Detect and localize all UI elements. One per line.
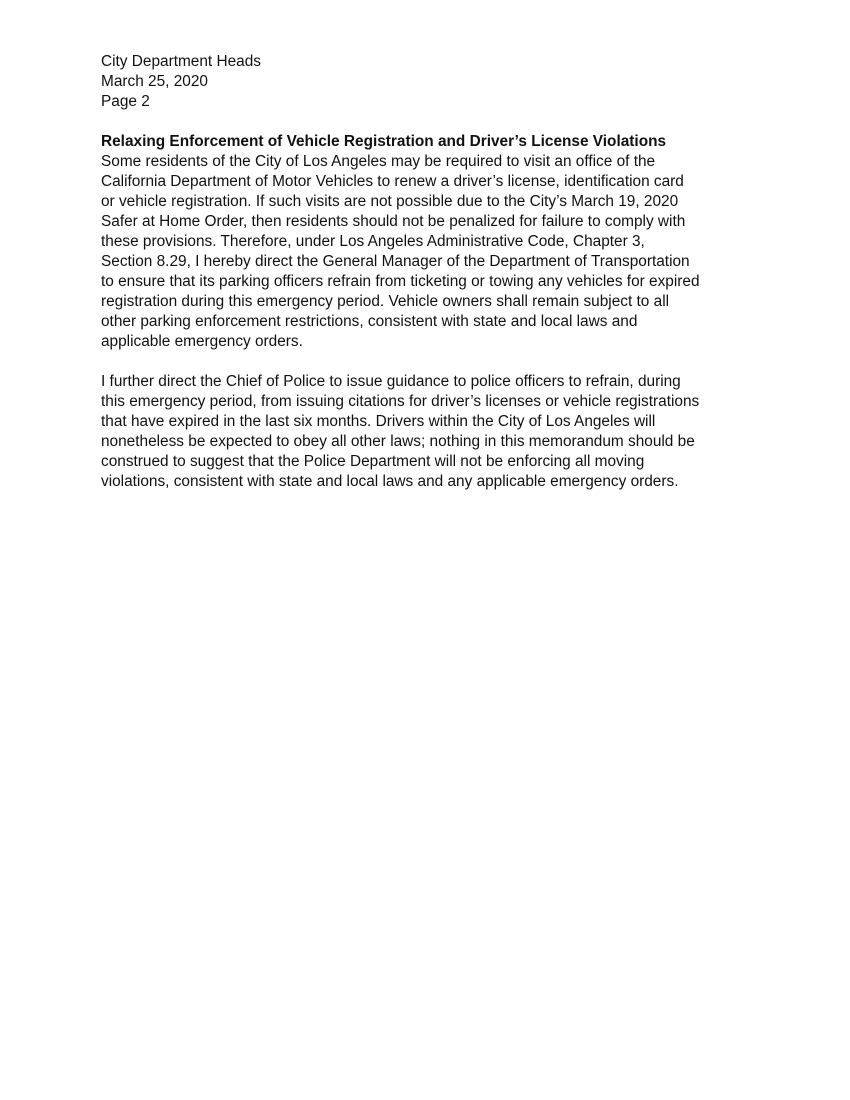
paragraph-2: [101, 372, 781, 492]
paragraph-line: California Department of Motor Vehicles to renew a driver’s license, identification card: [101, 173, 684, 190]
paragraph-line: nonetheless be expected to obey all other laws; nothing in this memorandum should be: [101, 433, 695, 450]
paragraph-line: other parking enforcement restrictions, consistent with state and local laws and: [101, 313, 638, 330]
paragraph-line: construed to suggest that the Police Department will not be enforcing all moving: [101, 453, 645, 470]
paragraph-line: or vehicle registration. If such visits are not possible due to the City’s March 19, 2020: [101, 193, 679, 210]
paragraph-line: these provisions. Therefore, under Los Angeles Administrative Code, Chapter 3,: [101, 233, 645, 250]
paragraph-line: Some residents of the City of Los Angeles may be required to visit an office of the: [101, 153, 656, 170]
section-heading: Relaxing Enforcement of Vehicle Registration and Driver’s License Violations: [101, 133, 667, 150]
paragraph-line: that have expired in the last six months. Drivers within the City of Los Angeles will: [101, 413, 656, 430]
paragraph-1: [101, 152, 781, 352]
paragraph-line: applicable emergency orders.: [101, 333, 303, 350]
paragraph-line: I further direct the Chief of Police to issue guidance to police officers to refrain, during: [101, 373, 681, 390]
header-page-number: Page 2: [101, 93, 150, 110]
paragraph-line: to ensure that its parking officers refrain from ticketing or towing any vehicles for expired: [101, 273, 700, 290]
memo-header: [101, 52, 781, 112]
header-recipient: City Department Heads: [101, 53, 261, 70]
paragraph-line: registration during this emergency period. Vehicle owners shall remain subject to all: [101, 293, 670, 310]
header-date: March 25, 2020: [101, 73, 208, 90]
memo-content: [101, 52, 781, 492]
paragraph-line: Safer at Home Order, then residents should not be penalized for failure to comply with: [101, 213, 686, 230]
paragraph-line: violations, consistent with state and local laws and any applicable emergency orders.: [101, 473, 679, 490]
paragraph-line: this emergency period, from issuing citations for driver’s licenses or vehicle registrations: [101, 393, 700, 410]
paragraph-line: Section 8.29, I hereby direct the General Manager of the Department of Transportation: [101, 253, 690, 270]
